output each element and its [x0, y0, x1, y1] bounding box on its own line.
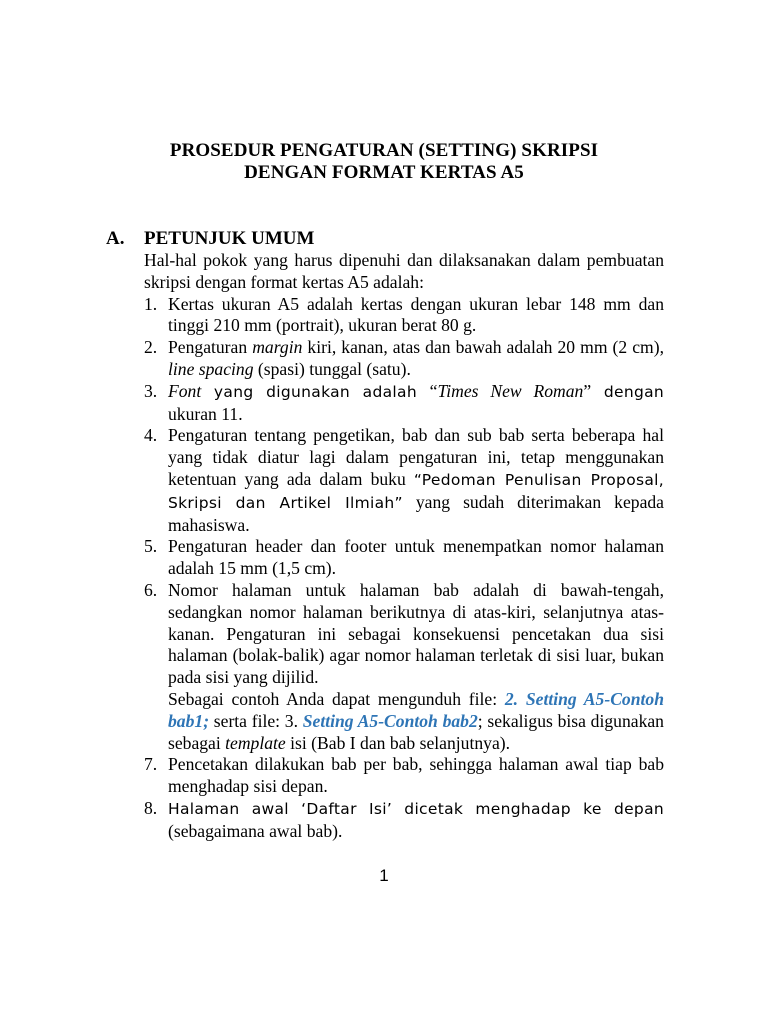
list-item-3 [144, 381, 664, 426]
list-number: 4. [144, 425, 158, 446]
numbered-list [144, 294, 664, 843]
note-text: Sebagai contoh Anda dapat mengunduh file: [168, 688, 505, 709]
list-number: 5. [144, 536, 158, 557]
list-item-text: Pencetakan dilakukan bab per bab, sehingga halaman awal tiap bab menghadap sisi depan. [168, 754, 664, 797]
list-item-text: dengan [591, 382, 665, 401]
list-item-text: Pengaturan tentang pengetikan, bab dan sub bab serta beberapa hal yang tidak diatur lagi dalam pengaturan ini, tetap menggunakan ketentuan yang ada dalam buku [168, 425, 664, 489]
section-title: PETUNJUK UMUM [144, 228, 315, 249]
list-number: 6. [144, 579, 158, 600]
list-item-text: “ [429, 380, 438, 401]
title-line-2: DENGAN FORMAT KERTAS A5 [244, 162, 524, 183]
file-link-bab1[interactable]: 2. Setting A5-Contoh bab1; [168, 688, 664, 731]
list-number: 8. [144, 797, 158, 818]
list-number: 2. [144, 337, 158, 358]
page-number: 1 [379, 866, 389, 885]
list-number: 3. [144, 380, 158, 401]
list-item-6 [144, 580, 664, 754]
list-item-5 [144, 536, 664, 580]
emphasis-text: line spacing [168, 358, 254, 379]
list-item-4 [144, 425, 664, 536]
list-item-text: Pengaturan [168, 337, 253, 358]
list-item-1 [144, 294, 664, 338]
download-note [168, 689, 664, 754]
intro-paragraph: Hal-hal pokok yang harus dipenuhi dan dilaksanakan dalam pembuatan skripsi dengan format kertas A5 adalah: [144, 250, 664, 292]
note-text: isi (Bab I dan bab selanjutnya). [285, 732, 511, 753]
list-item-8 [144, 798, 664, 843]
list-number: 7. [144, 754, 158, 775]
list-item-text: (sebagaimana awal bab). [168, 820, 343, 841]
list-item-text: Kertas ukuran A5 adalah kertas dengan ukuran lebar 148 mm dan tinggi 210 mm (portrait), ukuran berat 80 g. [168, 293, 664, 336]
document-title [0, 140, 768, 184]
list-item-text: Halaman awal ‘Daftar Isi’ dicetak menghadap ke depan [168, 799, 664, 818]
book-title: “Pedoman Penulisan Proposal, Skripsi dan Artikel Ilmiah” [168, 470, 664, 512]
list-item-text: Pengaturan header dan footer untuk menempatkan nomor halaman adalah 15 mm (1,5 cm). [168, 536, 664, 579]
list-item-text: (spasi) tunggal (satu). [253, 358, 411, 379]
document-body [144, 250, 664, 843]
list-item-2 [144, 337, 664, 381]
list-item-text: kiri, kanan, atas dan bawah adalah 20 mm (2 cm), [302, 337, 664, 358]
list-item-text: Nomor halaman untuk halaman bab adalah di bawah-tengah, sedangkan nomor halaman berikutnya di atas-kiri, selanjutnya atas-kanan. Pengaturan ini sebagai konsekuensi pencetakan dua sisi halaman (bolak-balik) agar nomor halaman terletak di sisi luar, bukan pada sisi yang dijilid. [168, 579, 664, 688]
title-line-1: PROSEDUR PENGATURAN (SETTING) SKRIPSI [169, 140, 599, 161]
list-item-text: yang digunakan adalah [201, 382, 430, 401]
list-item-7 [144, 754, 664, 798]
note-text: serta file: 3. [209, 710, 303, 731]
emphasis-text: template [225, 732, 286, 753]
list-item-text: ukuran 11. [168, 403, 243, 424]
file-link-bab2[interactable]: Setting A5-Contoh bab2 [302, 710, 478, 731]
list-number: 1. [144, 293, 158, 314]
emphasis-text: margin [252, 337, 303, 358]
note-text: ; sekaligus bisa digunakan sebagai [168, 710, 664, 753]
emphasis-text: Times New Roman [437, 380, 584, 401]
section-letter: A. [106, 228, 125, 249]
list-item-text: yang sudah diterimakan kepada mahasiswa. [168, 491, 664, 535]
list-item-text: ” [583, 380, 592, 401]
section-heading [106, 228, 666, 250]
emphasis-text: Font [168, 380, 202, 401]
